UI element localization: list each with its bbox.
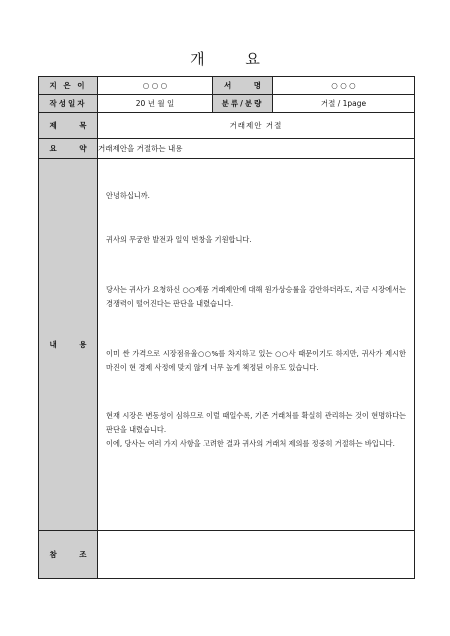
reference-value xyxy=(98,531,415,579)
summary-label: 요 약 xyxy=(39,139,98,159)
subject-value: 거래제안 거절 xyxy=(98,113,415,139)
signature-label: 서 명 xyxy=(213,77,273,95)
author-value: ○ ○ ○ xyxy=(98,77,213,95)
subject-label: 제 목 xyxy=(39,113,98,139)
date-label: 작성일자 xyxy=(39,95,98,113)
summary-table xyxy=(38,76,415,579)
reason-paragraph: 이미 싼 가격으로 시장점유율○○%를 차지하고 있는 ○○사 때문이기도 하지만, 귀사가 제시한 마진이 현 경제 사정에 맞지 않게 너무 높게 책정된 이유도 있습니다. xyxy=(106,349,406,372)
author-label: 지 은 이 xyxy=(39,77,98,95)
closing-paragraph: 이에, 당사는 여러 가지 사항을 고려한 결과 귀사의 거래처 제의를 정중히 거절하는 바입니다. xyxy=(106,439,395,448)
signature-value: ○ ○ ○ xyxy=(273,77,415,95)
content-body xyxy=(98,159,415,531)
category-value: 거절 / 1page xyxy=(273,95,415,113)
wish-paragraph: 귀사의 무궁한 발전과 일익 번창을 기원합니다. xyxy=(106,235,252,244)
date-value: 20 년 월 일 xyxy=(98,95,213,113)
category-label: 분류/분량 xyxy=(213,95,273,113)
content-label: 내 용 xyxy=(39,159,98,531)
decision-paragraph: 당사는 귀사가 요청하신 ○○제품 거래제안에 대해 원가상승률을 감안하더라도, 지금 시장에서는 경쟁력이 떨어진다는 판단을 내렸습니다. xyxy=(106,285,406,308)
greeting-paragraph: 안녕하십니까. xyxy=(106,191,150,200)
market-paragraph: 현재 시장은 변동성이 심하므로 이럴 때일수록, 기존 거래처를 확실히 관리하는 것이 현명하다는 판단을 내렸습니다. xyxy=(106,411,406,434)
reference-label: 참 조 xyxy=(39,531,98,579)
document-title: 개 요 xyxy=(190,50,278,68)
summary-value: 거래제안을 거절하는 내용 xyxy=(98,139,415,159)
